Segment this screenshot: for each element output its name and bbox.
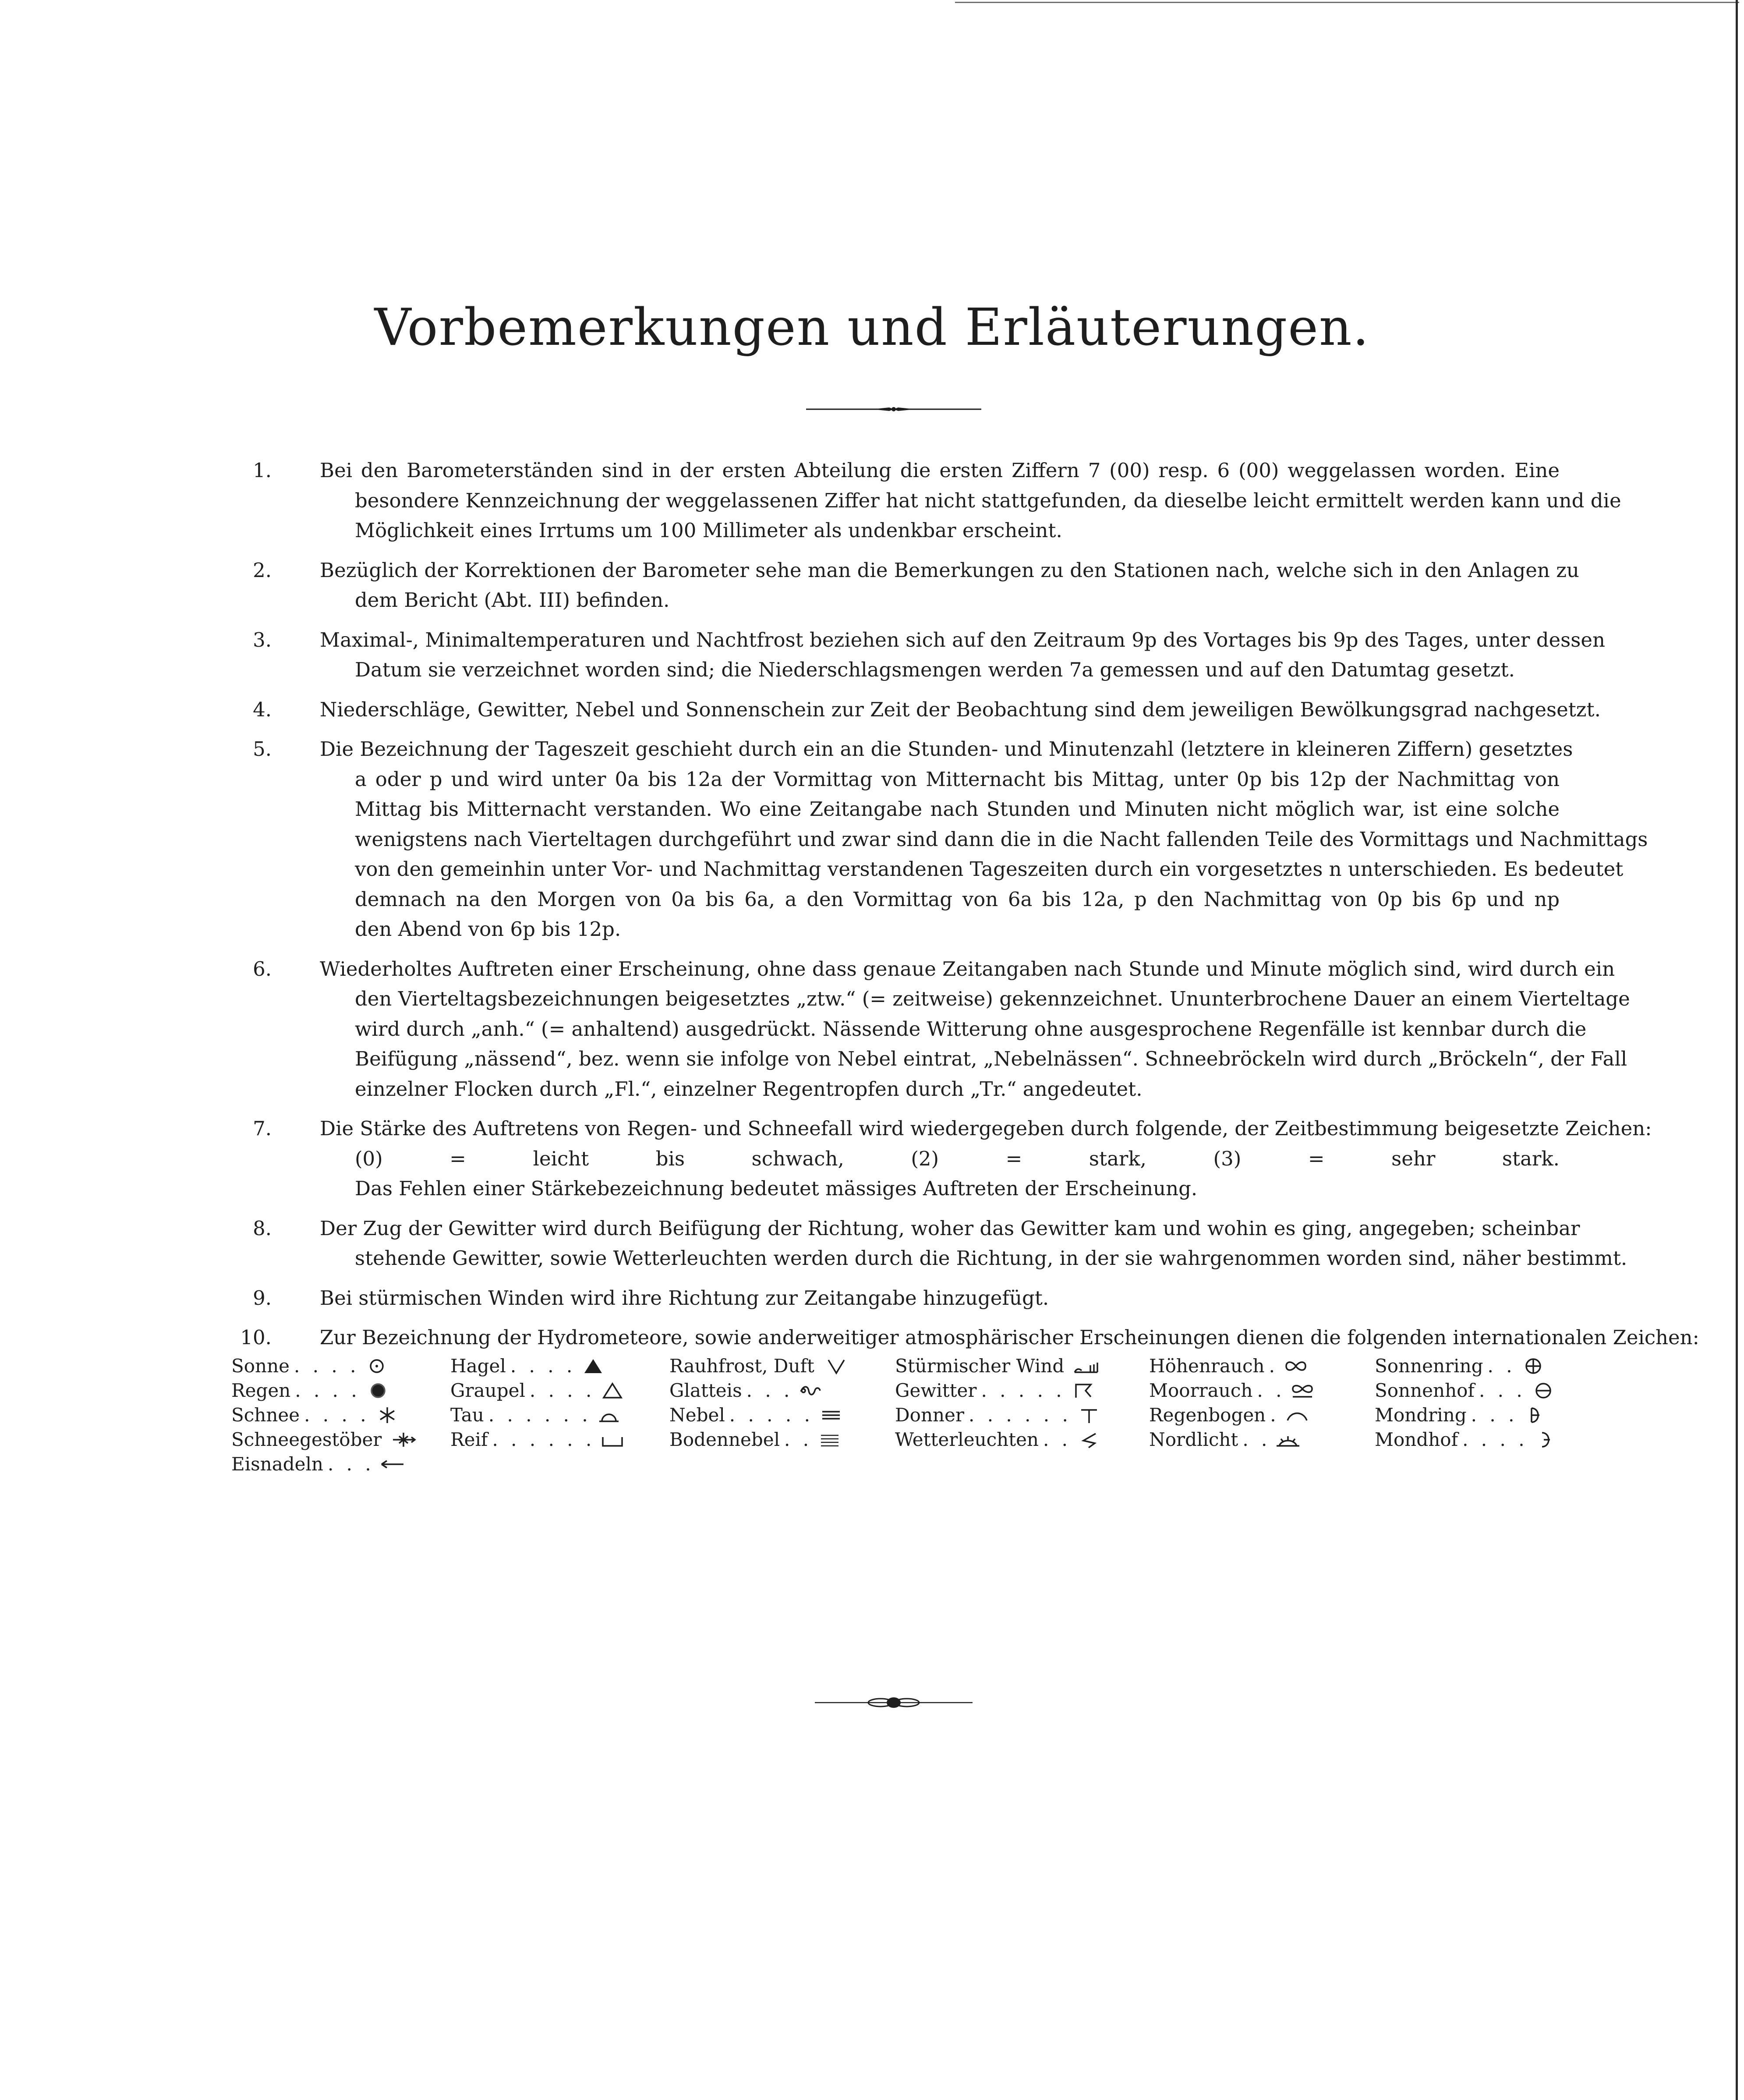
note-number: 9. bbox=[253, 1286, 272, 1310]
note-line: den Abend von 6p bis 12p. bbox=[355, 917, 621, 941]
leader-dots: . . . bbox=[746, 1380, 793, 1401]
note-line: stehende Gewitter, sowie Wetterleuchten werden durch die Richtung, in der sie wahrgenommen worden sind, näher bestimmt. bbox=[355, 1247, 1627, 1270]
solar-ring-icon bbox=[1520, 1356, 1546, 1376]
symbol-label: Mondhof bbox=[1375, 1429, 1458, 1450]
note-number: 4. bbox=[253, 698, 272, 721]
leader-dots: . . . . . . bbox=[969, 1404, 1072, 1426]
note-number: 3. bbox=[253, 628, 272, 652]
haze-icon bbox=[1283, 1356, 1309, 1376]
leader-dots: . . . bbox=[1479, 1380, 1526, 1401]
leader-dots: . . . bbox=[1471, 1404, 1518, 1426]
note-number: 6. bbox=[253, 957, 272, 981]
note-line: einzelner Flocken durch „Fl.“, einzelner Regentropfen durch „Tr.“ angedeutet. bbox=[355, 1077, 1143, 1101]
leader-dots: . . bbox=[1487, 1355, 1516, 1377]
symbol-label: Donner bbox=[895, 1404, 964, 1426]
symbol-item bbox=[895, 1378, 1102, 1403]
symbol-item bbox=[895, 1427, 1102, 1452]
symbol-item bbox=[669, 1403, 849, 1427]
leader-dots: . . bbox=[784, 1429, 813, 1450]
symbol-label: Regenbogen bbox=[1149, 1404, 1266, 1426]
leader-dots: . . . . . bbox=[729, 1404, 814, 1426]
leader-dots: . . . . bbox=[294, 1355, 360, 1377]
symbol-label: Rauhfrost, Duft bbox=[669, 1355, 814, 1377]
symbol-item bbox=[450, 1403, 626, 1427]
note-line: Mittag bis Mitternacht verstanden. Wo eine Zeitangabe nach Stunden und Minuten nicht möglich war, ist eine solche bbox=[355, 797, 1560, 821]
symbol-item bbox=[1375, 1378, 1559, 1403]
symbol-label: Sonnenring bbox=[1375, 1355, 1483, 1377]
symbol-column bbox=[1149, 1354, 1316, 1452]
symbol-label: Schnee bbox=[231, 1404, 300, 1426]
note-item bbox=[232, 1114, 1652, 1204]
note-line: Möglichkeit eines Irrtums um 100 Millimeter als undenkbar erscheint. bbox=[355, 519, 1062, 542]
symbol-label: Glatteis bbox=[669, 1380, 742, 1401]
ice-needles-icon bbox=[379, 1455, 405, 1474]
leader-dots: . . . . bbox=[295, 1380, 361, 1401]
symbol-label: Moorrauch bbox=[1149, 1380, 1253, 1401]
lunar-corona-icon bbox=[1532, 1430, 1559, 1449]
note-line: a oder p und wird unter 0a bis 12a der Vormittag von Mitternacht bis Mittag, unter 0p bis 12p der Nachmittag von bbox=[355, 767, 1560, 791]
symbol-item bbox=[231, 1354, 417, 1378]
note-line: Bei den Barometerständen sind in der ersten Abteilung die ersten Ziffern 7 (00) resp. 6 (00) weggelassen worden. Eine bbox=[320, 459, 1560, 482]
note-line: von den gemeinhin unter Vor- und Nachmittag verstandenen Tageszeiten durch ein vorgesetztes n unterschieden. Es bedeutet bbox=[355, 857, 1624, 881]
symbol-label: Hagel bbox=[450, 1355, 506, 1377]
symbol-item bbox=[1375, 1354, 1559, 1378]
note-item bbox=[232, 1214, 1627, 1274]
heat-lightning-icon bbox=[1075, 1430, 1102, 1449]
symbol-item bbox=[669, 1427, 849, 1452]
note-item bbox=[232, 734, 1648, 945]
leader-dots: . . . . bbox=[529, 1380, 595, 1401]
note-item bbox=[232, 954, 1630, 1105]
symbol-label: Tau bbox=[450, 1404, 484, 1426]
leader-dots: . . . . bbox=[510, 1355, 576, 1377]
note-item bbox=[232, 625, 1605, 685]
note-line: den Vierteltagsbezeichnungen beigesetztes „ztw.“ (= zeitweise) gekennzeichnet. Ununterbrochene Dauer an einem Vierteltage bbox=[355, 987, 1630, 1010]
symbol-item bbox=[895, 1403, 1102, 1427]
symbol-column bbox=[231, 1354, 417, 1477]
symbol-item bbox=[1149, 1378, 1316, 1403]
graupel-icon bbox=[599, 1381, 626, 1400]
leader-dots: . . bbox=[1257, 1380, 1285, 1401]
note-line: Niederschläge, Gewitter, Nebel und Sonnenschein zur Zeit der Beobachtung sind dem jeweiligen Bewölkungsgrad nachgesetzt. bbox=[320, 698, 1601, 721]
note-line: Maximal-, Minimaltemperaturen und Nachtfrost beziehen sich auf den Zeitraum 9p des Vortages bis 9p des Tages, unter dessen bbox=[320, 628, 1605, 652]
symbol-label: Stürmischer Wind bbox=[895, 1355, 1065, 1377]
note-line: Wiederholtes Auftreten einer Erscheinung, ohne dass genaue Zeitangaben nach Stunde und Minute möglich sind, wird durch ein bbox=[320, 957, 1615, 981]
note-item bbox=[232, 556, 1579, 616]
rainbow-icon bbox=[1284, 1406, 1310, 1425]
hail-icon bbox=[580, 1356, 606, 1376]
note-number: 7. bbox=[253, 1117, 272, 1140]
symbol-item bbox=[1149, 1354, 1316, 1378]
glaze-icon bbox=[797, 1381, 824, 1400]
note-number: 8. bbox=[253, 1216, 272, 1240]
leader-dots: . . . . bbox=[1462, 1429, 1528, 1450]
leader-dots: . . . . . . bbox=[492, 1429, 595, 1450]
symbol-label: Regen bbox=[231, 1380, 291, 1401]
symbol-item bbox=[231, 1378, 417, 1403]
note-line: wenigstens nach Vierteltagen durchgeführt und zwar sind dann die in die Nacht fallenden Teile des Vormittags und Nachmittags bbox=[355, 827, 1648, 851]
symbol-item bbox=[450, 1354, 626, 1378]
symbol-column bbox=[669, 1354, 849, 1452]
note-number: 5. bbox=[253, 737, 272, 761]
symbol-label: Graupel bbox=[450, 1380, 525, 1401]
symbol-item bbox=[1375, 1403, 1559, 1427]
symbol-item bbox=[450, 1378, 626, 1403]
symbol-label: Wetterleuchten bbox=[895, 1429, 1039, 1450]
sun-icon bbox=[364, 1356, 390, 1376]
symbol-item bbox=[231, 1403, 417, 1427]
symbol-label: Sonnenhof bbox=[1375, 1380, 1475, 1401]
note-line: Bezüglich der Korrektionen der Barometer sehe man die Bemerkungen zu den Stationen nach, welche sich in den Anlagen zu bbox=[320, 558, 1579, 582]
leader-dots: . . bbox=[1242, 1429, 1271, 1450]
snow-icon bbox=[374, 1406, 400, 1425]
symbol-column bbox=[1375, 1354, 1559, 1452]
symbol-item bbox=[1149, 1403, 1316, 1427]
storm-wind-icon bbox=[1073, 1356, 1099, 1376]
note-item bbox=[232, 1323, 1699, 1353]
closing-ornament bbox=[815, 1695, 973, 1710]
note-line: wird durch „anh.“ (= anhaltend) ausgedrückt. Nässende Witterung ohne ausgesprochene Regenfälle ist kennbar durch die bbox=[355, 1017, 1587, 1041]
note-item bbox=[232, 1283, 1560, 1314]
leader-dots: . . . . bbox=[304, 1404, 370, 1426]
snowstorm-icon bbox=[390, 1430, 417, 1449]
symbol-label: Nordlicht bbox=[1149, 1429, 1238, 1450]
symbol-column bbox=[450, 1354, 626, 1452]
note-line: Das Fehlen einer Stärkebezeichnung bedeutet mässiges Auftreten der Erscheinung. bbox=[355, 1177, 1198, 1200]
symbol-label: Sonne bbox=[231, 1355, 290, 1377]
symbol-label: Eisnadeln bbox=[231, 1453, 323, 1475]
symbol-label: Mondring bbox=[1375, 1404, 1467, 1426]
title-ornament bbox=[806, 404, 981, 414]
symbol-label: Schneegestöber bbox=[231, 1429, 382, 1450]
thunderstorm-icon bbox=[1070, 1381, 1096, 1400]
leader-dots: . . . . . . bbox=[488, 1404, 591, 1426]
leader-dots: . . . bbox=[327, 1453, 375, 1475]
symbol-item bbox=[1149, 1427, 1316, 1452]
symbol-item bbox=[450, 1427, 626, 1452]
thunder-icon bbox=[1076, 1406, 1102, 1425]
symbol-item bbox=[1375, 1427, 1559, 1452]
note-line: Der Zug der Gewitter wird durch Beifügung der Richtung, woher das Gewitter kam und wohin es ging, angegeben; scheinbar bbox=[320, 1216, 1580, 1240]
note-line: Die Stärke des Auftretens von Regen- und Schneefall wird wiedergegeben durch folgende, der Zeitbestimmung beigesetzte Zeichen: bbox=[320, 1117, 1652, 1140]
note-line: besondere Kennzeichnung der weggelassenen Ziffer hat nicht stattgefunden, da dieselbe leicht ermittelt werden kann und die bbox=[355, 489, 1621, 512]
symbol-item bbox=[669, 1378, 849, 1403]
rain-icon bbox=[365, 1381, 391, 1400]
note-line: (0) = leicht bis schwach, (2) = stark, (3) = sehr stark. bbox=[355, 1147, 1560, 1170]
symbol-item bbox=[231, 1427, 417, 1452]
note-line: dem Bericht (Abt. III) befinden. bbox=[355, 588, 670, 612]
rime-icon bbox=[823, 1356, 849, 1376]
note-number: 2. bbox=[253, 558, 272, 582]
scan-edge-top bbox=[955, 2, 1739, 3]
lunar-ring-icon bbox=[1522, 1406, 1548, 1425]
fog-icon bbox=[818, 1406, 844, 1425]
symbol-item bbox=[895, 1354, 1102, 1378]
notes-list bbox=[232, 456, 1699, 1363]
ground-fog-icon bbox=[817, 1430, 843, 1449]
symbol-label: Reif bbox=[450, 1429, 488, 1450]
aurora-icon bbox=[1275, 1430, 1301, 1449]
symbol-label: Bodennebel bbox=[669, 1429, 780, 1450]
note-line: Datum sie verzeichnet worden sind; die Niederschlagsmengen werden 7a gemessen und auf den Datumtag gesetzt. bbox=[355, 658, 1515, 681]
note-line: demnach na den Morgen von 0a bis 6a, a den Vormittag von 6a bis 12a, p den Nachmittag von 0p bis 6p und np bbox=[355, 887, 1560, 911]
hoarfrost-icon bbox=[599, 1430, 626, 1449]
note-line: Bei stürmischen Winden wird ihre Richtung zur Zeitangabe hinzugefügt. bbox=[320, 1286, 1049, 1310]
note-line: Zur Bezeichnung der Hydrometeore, sowie anderweitiger atmosphärischer Erscheinungen dienen die folgenden internationalen Zeichen: bbox=[320, 1326, 1699, 1349]
note-item bbox=[232, 695, 1601, 725]
symbol-label: Gewitter bbox=[895, 1380, 977, 1401]
symbol-item bbox=[231, 1452, 417, 1477]
symbol-label: Nebel bbox=[669, 1404, 725, 1426]
moor-smoke-icon bbox=[1289, 1381, 1316, 1400]
symbol-column bbox=[895, 1354, 1102, 1452]
leader-dots: . . bbox=[1043, 1429, 1072, 1450]
leader-dots: . bbox=[1270, 1404, 1280, 1426]
dew-icon bbox=[596, 1406, 622, 1425]
note-line: Die Bezeichnung der Tageszeit geschieht durch ein an die Stunden- und Minutenzahl (letztere in kleineren Ziffern) gesetztes bbox=[320, 737, 1573, 761]
symbol-label: Höhenrauch bbox=[1149, 1355, 1265, 1377]
note-item bbox=[232, 456, 1621, 546]
page-title: Vorbemerkungen und Erläuterungen. bbox=[374, 298, 1370, 357]
leader-dots: . bbox=[1269, 1355, 1278, 1377]
symbol-item bbox=[669, 1354, 849, 1378]
note-number: 10. bbox=[240, 1326, 272, 1349]
leader-dots: . . . . . bbox=[981, 1380, 1065, 1401]
note-line: Beifügung „nässend“, bez. wenn sie infolge von Nebel eintrat, „Nebelnässen“. Schneebröckeln wird durch „Bröckeln“, der Fall bbox=[355, 1047, 1627, 1070]
solar-corona-icon bbox=[1530, 1381, 1557, 1400]
note-number: 1. bbox=[253, 459, 272, 482]
